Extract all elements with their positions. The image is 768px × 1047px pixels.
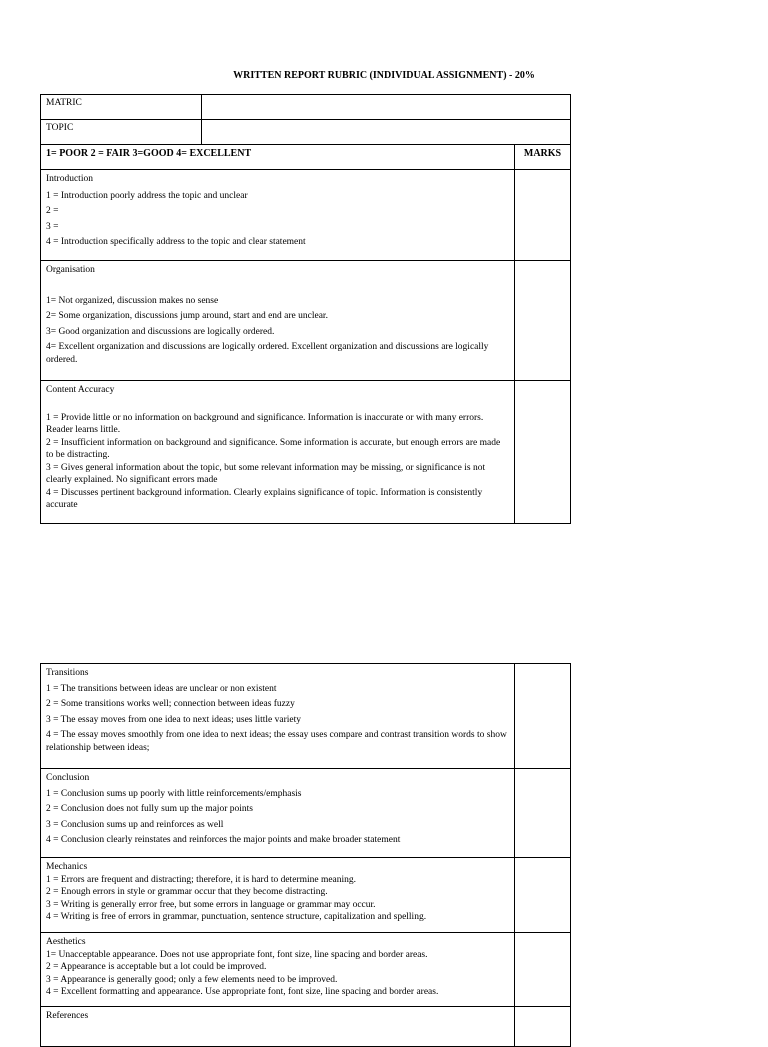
criterion-name: Aesthetics <box>46 937 86 947</box>
scale-header: 1= POOR 2 = FAIR 3=GOOD 4= EXCELLENT <box>41 145 515 170</box>
level-text: 2 = <box>46 206 59 216</box>
level-text: 4 = The essay moves smoothly from one idea to next ideas; the essay uses compare and contrast transition words to show relationship between ideas; <box>46 730 507 753</box>
level-text: 1= Unacceptable appearance. Does not use appropriate font, font size, line spacing and border areas. <box>46 949 428 960</box>
criterion-organisation <box>41 261 515 381</box>
criterion-row-organisation <box>41 261 571 381</box>
level-text: 1= Not organized, discussion makes no sense <box>46 295 219 306</box>
level-text: 4 = Excellent formatting and appearance. Use appropriate font, font size, line spacing and border areas. <box>46 987 439 997</box>
criterion-introduction <box>41 170 515 261</box>
criterion-row-conclusion <box>41 769 571 858</box>
level-text: 3 = Writing is generally error free, but some errors in language or grammar may occur. <box>46 899 376 910</box>
matric-label: MATRIC <box>41 95 202 120</box>
topic-value-field[interactable] <box>202 120 571 145</box>
criterion-name: References <box>46 1011 89 1021</box>
marks-cell[interactable] <box>515 381 571 524</box>
level-text: 2 = Appearance is acceptable but a lot could be improved. <box>46 962 267 972</box>
level-text: 3= Good organization and discussions are logically ordered. <box>46 326 275 337</box>
criterion-row-aesthetics <box>41 933 571 1007</box>
criterion-name: Mechanics <box>46 862 88 872</box>
level-text: 1 = Provide little or no information on background and significance. Information is inaccurate or with many errors. Reader learns little. <box>46 412 484 435</box>
criterion-transitions <box>41 664 515 769</box>
level-text: 4= Excellent organization and discussions are logically ordered. Excellent organization and discussions are logically ordered. <box>46 342 489 365</box>
criterion-references <box>41 1007 515 1047</box>
topic-label: TOPIC <box>41 120 202 145</box>
level-text: 2 = Enough errors in style or grammar occur that they become distracting. <box>46 887 328 897</box>
matric-value-field[interactable] <box>202 95 571 120</box>
criterion-name: Conclusion <box>46 773 90 783</box>
marks-header: MARKS <box>515 145 571 170</box>
level-text: 2 = Insufficient information on background and significance. Some information is accurate, but enough errors are made to be distracting. <box>46 437 501 460</box>
marks-cell[interactable] <box>515 769 571 858</box>
level-text: 4 = Writing is free of errors in grammar, punctuation, sentence structure, capitalization and spelling. <box>46 912 427 922</box>
criterion-mechanics <box>41 858 515 933</box>
marks-cell[interactable] <box>515 170 571 261</box>
criterion-name: Content Accuracy <box>46 385 115 395</box>
level-text: 4 = Conclusion clearly reinstates and reinforces the major points and make broader statement <box>46 835 401 845</box>
scale-header-row <box>41 145 571 170</box>
level-text: 3 = The essay moves from one idea to next ideas; uses little variety <box>46 714 302 725</box>
criterion-row-mechanics <box>41 858 571 933</box>
criterion-name: Introduction <box>46 174 93 184</box>
rubric-table-page2 <box>40 663 571 1047</box>
criterion-row-content-accuracy <box>41 381 571 524</box>
page-title: WRITTEN REPORT RUBRIC (INDIVIDUAL ASSIGNMENT) - 20% <box>233 70 535 81</box>
level-text: 1 = Conclusion sums up poorly with little reinforcements/emphasis <box>46 788 302 799</box>
level-text: 3 = Appearance is generally good; only a few elements need to be improved. <box>46 974 338 985</box>
level-text: 3 = Conclusion sums up and reinforces as well <box>46 819 224 830</box>
level-text: 2 = Conclusion does not fully sum up the major points <box>46 804 253 814</box>
level-text: 1 = Errors are frequent and distracting; therefore, it is hard to determine meaning. <box>46 874 357 885</box>
marks-cell[interactable] <box>515 933 571 1007</box>
level-text: 2= Some organization, discussions jump around, start and end are unclear. <box>46 311 328 321</box>
marks-cell[interactable] <box>515 858 571 933</box>
level-text: 3 = <box>46 221 59 232</box>
level-text: 4 = Discusses pertinent background information. Clearly explains significance of topic. Information is consistently accurate <box>46 487 483 510</box>
marks-cell[interactable] <box>515 1007 571 1047</box>
level-text: 4 = Introduction specifically address to the topic and clear statement <box>46 237 306 247</box>
level-text: 3 = Gives general information about the topic, but some relevant information may be missing, or significance is not clearly explained. No significant errors made <box>46 462 486 485</box>
criterion-content-accuracy <box>41 381 515 524</box>
marks-cell[interactable] <box>515 261 571 381</box>
level-text: 1 = The transitions between ideas are unclear or non existent <box>46 683 277 694</box>
topic-row <box>41 120 571 145</box>
criterion-row-introduction <box>41 170 571 261</box>
criterion-row-references <box>41 1007 571 1047</box>
criterion-row-transitions <box>41 664 571 769</box>
criterion-aesthetics <box>41 933 515 1007</box>
criterion-name: Organisation <box>46 265 95 275</box>
rubric-table-page1 <box>40 94 571 524</box>
matric-row <box>41 95 571 120</box>
level-text: 2 = Some transitions works well; connection between ideas fuzzy <box>46 699 295 709</box>
criterion-name: Transitions <box>46 668 89 678</box>
criterion-conclusion <box>41 769 515 858</box>
level-text: 1 = Introduction poorly address the topic and unclear <box>46 190 248 201</box>
marks-cell[interactable] <box>515 664 571 769</box>
